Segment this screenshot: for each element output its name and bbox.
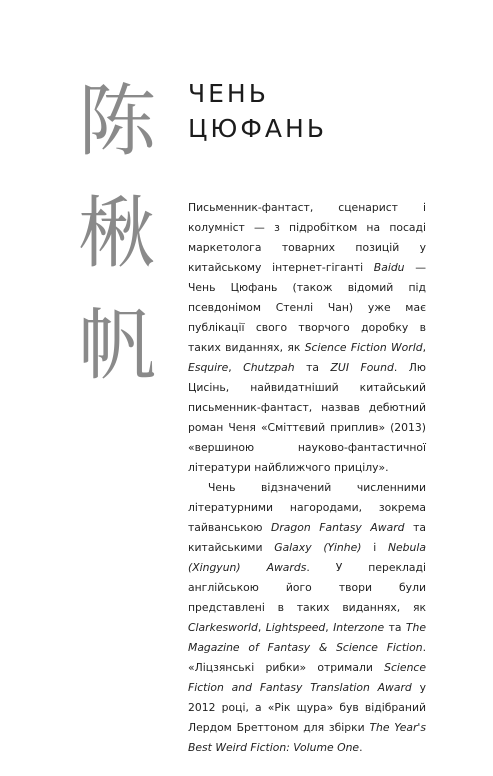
bio-text-segment: . «Ліцзянські рибки» отримали bbox=[188, 641, 426, 674]
italic-title-text: Lightspeed bbox=[265, 621, 326, 634]
italic-title-text: Interzone bbox=[333, 621, 385, 634]
bio-text-segment: у 2012 році, а «Рік щура» був відібраний Лердом Бреттоном для збірки bbox=[188, 681, 426, 734]
author-biography bbox=[188, 198, 426, 758]
italic-title-text: Esquire bbox=[188, 361, 229, 374]
bio-text-segment: і bbox=[361, 541, 388, 554]
bio-text-segment: Чень відзначений численними літературними нагородами, зокрема тайванською bbox=[188, 481, 426, 534]
bio-text-segment: . bbox=[359, 741, 363, 754]
bio-paragraph-1 bbox=[188, 198, 426, 478]
hanzi-char-3: 帆 bbox=[77, 301, 156, 391]
bio-text-segment: , bbox=[228, 361, 244, 374]
bio-text-segment: Письменник-фантаст, сценарист і колумніст — з підробітком на посаді маркетолога товарних позицій у китайському інтернет-гіганті bbox=[188, 201, 426, 274]
italic-title-text: Chutzpah bbox=[243, 361, 295, 374]
bio-text-segment: , bbox=[325, 621, 334, 634]
bio-text-segment: — Чень Цюфань (також відомий під псевдонімом Стенлі Чан) уже має публікації свого творчого доробку в таких виданнях, як bbox=[188, 261, 426, 354]
italic-title-text: The Year's Best Weird Fiction: Volume One bbox=[188, 721, 426, 754]
bio-text-segment: . Лю Цисінь, найвидатніший китайський письменник-фантаст, назвав дебютний роман Ченя «Сміттєвий приплив» (2013) «вершиною науково-фантастичної літератури найближчого прицілу». bbox=[188, 361, 426, 474]
bio-text-segment: , bbox=[422, 341, 427, 354]
italic-title-text: The Magazine of Fantasy & Science Fiction bbox=[188, 621, 426, 654]
bio-text-segment: . У перекладі англійською його твори були представлені в таких виданнях, як bbox=[188, 561, 426, 614]
italic-title-text: Baidu bbox=[373, 261, 405, 274]
bio-text-segment: та bbox=[294, 361, 331, 374]
chinese-name-vertical bbox=[62, 66, 172, 402]
italic-title-text: Galaxy (Yinhe) bbox=[274, 541, 362, 554]
italic-title-text: Clarkesworld bbox=[188, 621, 258, 634]
author-name-heading bbox=[188, 76, 327, 146]
bio-paragraph-2 bbox=[188, 478, 426, 758]
bio-text-segment: та китайськими bbox=[188, 521, 426, 554]
author-name-line-2: ЦЮФАНЬ bbox=[188, 114, 327, 143]
hanzi-char-2: 楸 bbox=[77, 189, 156, 279]
bio-text-segment: та bbox=[384, 621, 406, 634]
italic-title-text: Science Fiction and Fantasy Translation Award bbox=[188, 661, 426, 694]
author-name-line-1: ЧЕНЬ bbox=[188, 79, 269, 108]
bio-text-segment: , bbox=[257, 621, 266, 634]
italic-title-text: Nebula (Xingyun) Awards bbox=[188, 541, 426, 574]
italic-title-text: Science Fiction World bbox=[304, 341, 423, 354]
italic-title-text: Dragon Fantasy Award bbox=[271, 521, 405, 534]
hanzi-char-1: 陈 bbox=[77, 77, 156, 167]
italic-title-text: ZUI Found bbox=[330, 361, 394, 374]
